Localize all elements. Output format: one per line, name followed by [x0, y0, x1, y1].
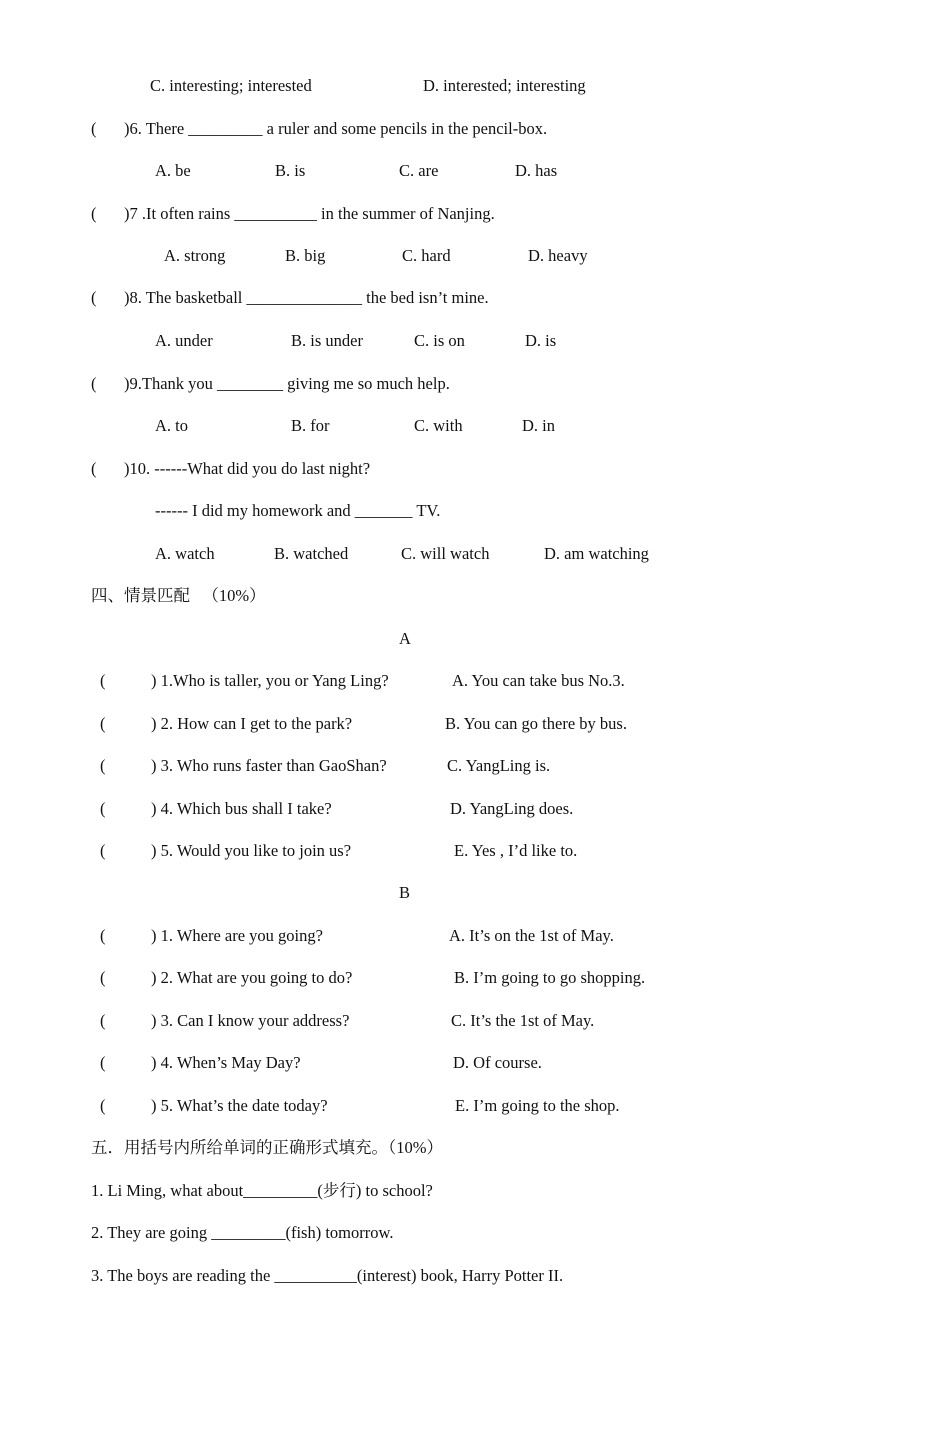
- q10-option-c: C. will watch: [401, 544, 490, 563]
- match-a3-question: ) 3. Who runs faster than GaoShan?: [151, 756, 387, 775]
- q7-stem: )7 .It often rains __________ in the summer of Nanjing.: [124, 204, 495, 223]
- q9-paren: (: [91, 374, 97, 393]
- match-b3-question: ) 3. Can I know your address?: [151, 1011, 350, 1030]
- fill-item-1: 1. Li Ming, what about_________(步行) to school?: [91, 1181, 433, 1200]
- q5-option-d: D. interested; interesting: [423, 76, 586, 95]
- match-a2-paren: (: [100, 714, 106, 733]
- match-b2-paren: (: [100, 968, 106, 987]
- q8-stem: )8. The basketball ______________ the bed isn’t mine.: [124, 288, 489, 307]
- q10-answer-line: ------ I did my homework and _______ TV.: [155, 501, 441, 520]
- q10-option-d: D. am watching: [544, 544, 649, 563]
- q6-option-a: A. be: [155, 161, 191, 180]
- match-b1-answer: A. It’s on the 1st of May.: [449, 926, 614, 945]
- q6-option-c: C. are: [399, 161, 439, 180]
- q5-option-c: C. interesting; interested: [150, 76, 312, 95]
- q9-option-a: A. to: [155, 416, 188, 435]
- match-a1-paren: (: [100, 671, 106, 690]
- match-b4-answer: D. Of course.: [453, 1053, 542, 1072]
- q8-option-d: D. is: [525, 331, 557, 350]
- q8-option-a: A. under: [155, 331, 213, 350]
- match-a3-paren: (: [100, 756, 106, 775]
- match-a5-answer: E. Yes , I’d like to.: [454, 841, 578, 860]
- q6-option-b: B. is: [275, 161, 306, 180]
- q8-option-c: C. is on: [414, 331, 465, 350]
- match-a4-answer: D. YangLing does.: [450, 799, 574, 818]
- q8-paren: (: [91, 288, 97, 307]
- match-a5-question: ) 5. Would you like to join us?: [151, 841, 352, 860]
- q10-stem: )10. ------What did you do last night?: [124, 459, 371, 478]
- fill-item-3: 3. The boys are reading the __________(interest) book, Harry Potter II.: [91, 1266, 564, 1285]
- match-b2-answer: B. I’m going to go shopping.: [454, 968, 646, 987]
- match-b1-paren: (: [100, 926, 106, 945]
- section5-title: 五．用括号内所给单词的正确形式填充。（10%）: [91, 1138, 443, 1157]
- match-a2-question: ) 2. How can I get to the park?: [151, 714, 353, 733]
- group-b-label: B: [399, 883, 411, 902]
- match-a4-paren: (: [100, 799, 106, 818]
- fill-item-2: 2. They are going _________(fish) tomorrow.: [91, 1223, 394, 1242]
- q6-option-d: D. has: [515, 161, 558, 180]
- match-a4-question: ) 4. Which bus shall I take?: [151, 799, 332, 818]
- match-b3-paren: (: [100, 1011, 106, 1030]
- q9-option-d: D. in: [522, 416, 555, 435]
- match-b5-question: ) 5. What’s the date today?: [151, 1096, 328, 1115]
- match-b4-paren: (: [100, 1053, 106, 1072]
- q9-option-b: B. for: [291, 416, 330, 435]
- q7-option-c: C. hard: [402, 246, 451, 265]
- match-a2-answer: B. You can go there by bus.: [445, 714, 627, 733]
- match-a3-answer: C. YangLing is.: [447, 756, 551, 775]
- q7-option-d: D. heavy: [528, 246, 588, 265]
- q8-option-b: B. is under: [291, 331, 363, 350]
- match-b5-answer: E. I’m going to the shop.: [455, 1096, 620, 1115]
- match-b1-question: ) 1. Where are you going?: [151, 926, 323, 945]
- match-a1-question: ) 1.Who is taller, you or Yang Ling?: [151, 671, 389, 690]
- match-a5-paren: (: [100, 841, 106, 860]
- q10-option-a: A. watch: [155, 544, 215, 563]
- q7-paren: (: [91, 204, 97, 223]
- match-b4-question: ) 4. When’s May Day?: [151, 1053, 301, 1072]
- match-b5-paren: (: [100, 1096, 106, 1115]
- q9-stem: )9.Thank you ________ giving me so much help.: [124, 374, 450, 393]
- q9-option-c: C. with: [414, 416, 463, 435]
- match-b3-answer: C. It’s the 1st of May.: [451, 1011, 595, 1030]
- q6-paren: (: [91, 119, 97, 138]
- q7-option-a: A. strong: [164, 246, 226, 265]
- group-a-label: A: [399, 629, 411, 648]
- q10-paren: (: [91, 459, 97, 478]
- section4-title: 四、情景匹配 （10%）: [91, 586, 266, 605]
- q7-option-b: B. big: [285, 246, 326, 265]
- match-a1-answer: A. You can take bus No.3.: [452, 671, 625, 690]
- q10-option-b: B. watched: [274, 544, 349, 563]
- q6-stem: )6. There _________ a ruler and some pencils in the pencil-box.: [124, 119, 548, 138]
- match-b2-question: ) 2. What are you going to do?: [151, 968, 353, 987]
